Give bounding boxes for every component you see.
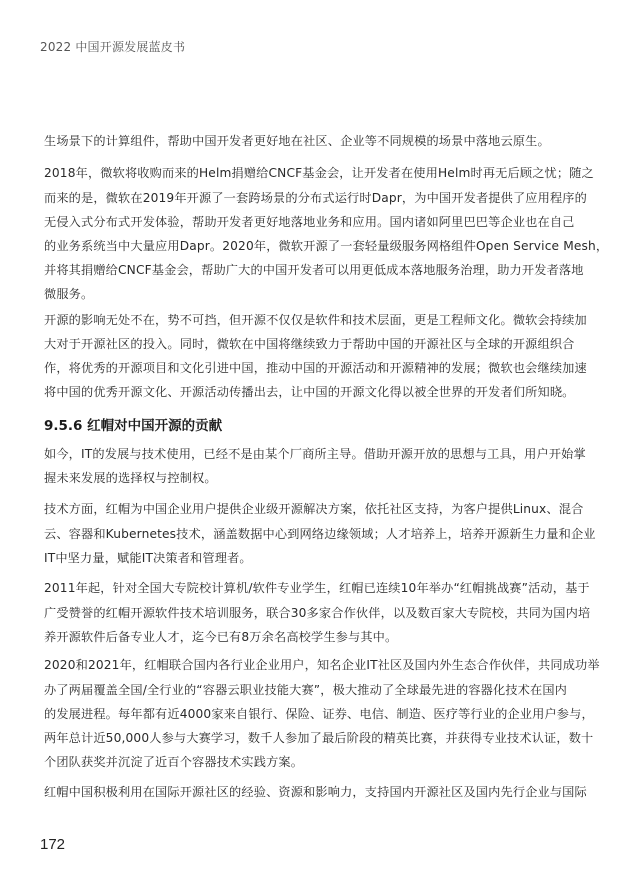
text-line: 红帽中国积极利用在国际开源社区的经验、资源和影响力，支持国内开源社区及国内先行企业与国际 <box>44 785 587 799</box>
running-header: 2022 中国开源发展蓝皮书 <box>40 40 186 54</box>
text-line: 大对于开源社区的投入。同时，微软在中国将继续致力于帮助中国的开源社区与全球的开源组织合 <box>44 337 575 351</box>
text-line: 无侵入式分布式开发体验，帮助开发者更好地落地业务和应用。国内诸如阿里巴巴等企业也在自己 <box>44 215 575 229</box>
text-line: 养开源软件后备专业人才，迄今已有8万余名高校学生参与其中。 <box>44 630 398 644</box>
text-line: 的发展进程。每年都有近4000家来自银行、保险、证券、电信、制造、医疗等行业的企业用户参与， <box>44 707 594 721</box>
text-line: 作，将优秀的开源项目和文化引进中国，推动中国的开源活动和开源精神的发展；微软也会继续加速 <box>44 361 587 375</box>
text-line: 云、容器和Kubernetes技术，涵盖数据中心到网络边缘领域；人才培养上，培养开源新生力量和企业 <box>44 527 596 541</box>
text-line: 2018年，微软将收购而来的Helm捐赠给CNCF基金会，让开发者在使用Helm时再无后顾之忧；随之 <box>44 166 594 180</box>
page-number: 172 <box>40 836 66 853</box>
text-line: 技术方面，红帽为中国企业用户提供企业级开源解决方案，依托社区支持，为客户提供Linux、混合 <box>44 502 584 516</box>
text-line: 将中国的优秀开源文化、开源活动传播出去，让中国的开源文化得以被全世界的开发者们所知晓。 <box>44 385 575 399</box>
text-line: 办了两届覆盖全国/全行业的“容器云职业技能大赛”，极大推动了全球最先进的容器化技术在国内 <box>44 683 568 697</box>
text-line: 个团队获奖并沉淀了近百个容器技术实践方案。 <box>44 755 304 769</box>
text-line: 生场景下的计算组件，帮助中国开发者更好地在社区、企业等不同规模的场景中落地云原生。 <box>44 134 550 148</box>
text-line: 2020和2021年，红帽联合国内各行业企业用户，知名企业IT社区及国内外生态合作伙伴，共同成功举 <box>44 658 600 672</box>
section-heading: 9.5.6 红帽对中国开源的贡献 <box>44 418 223 434</box>
text-line: 而来的是，微软在2019年开源了一套跨场景的分布式运行时Dapr，为中国开发者提供了应用程序的 <box>44 191 587 205</box>
text-line: 开源的影响无处不在，势不可挡，但开源不仅仅是软件和技术层面，更是工程师文化。微软会持续加 <box>44 313 587 327</box>
text-line: 如今，IT的发展与技术使用，已经不是由某个厂商所主导。借助开源开放的思想与工具，用户开始掌 <box>44 447 586 461</box>
text-line: 2011年起，针对全国大专院校计算机/软件专业学生，红帽已连续10年举办“红帽挑战赛”活动，基于 <box>44 581 590 595</box>
text-line: 广受赞誉的红帽开源软件技术培训服务，联合30多家合作伙伴，以及数百家大专院校，共同为国内培 <box>44 606 591 620</box>
text-line: 微服务。 <box>44 287 94 301</box>
text-line: IT中坚力量，赋能IT决策者和管理者。 <box>44 551 252 565</box>
text-line: 握未来发展的选择权与控制权。 <box>44 471 217 485</box>
text-line: 并将其捐赠给CNCF基金会，帮助广大的中国开发者可以用更低成本落地服务治理，助力开发者落地 <box>44 263 584 277</box>
text-line: 的业务系统当中大量应用Dapr。2020年，微软开源了一套轻量级服务网格组件Open Service Mesh， <box>44 239 609 253</box>
text-line: 两年总计近50,000人参与大赛学习，数千人参加了最后阶段的精英比赛，并获得专业技术认证，数十 <box>44 731 594 745</box>
